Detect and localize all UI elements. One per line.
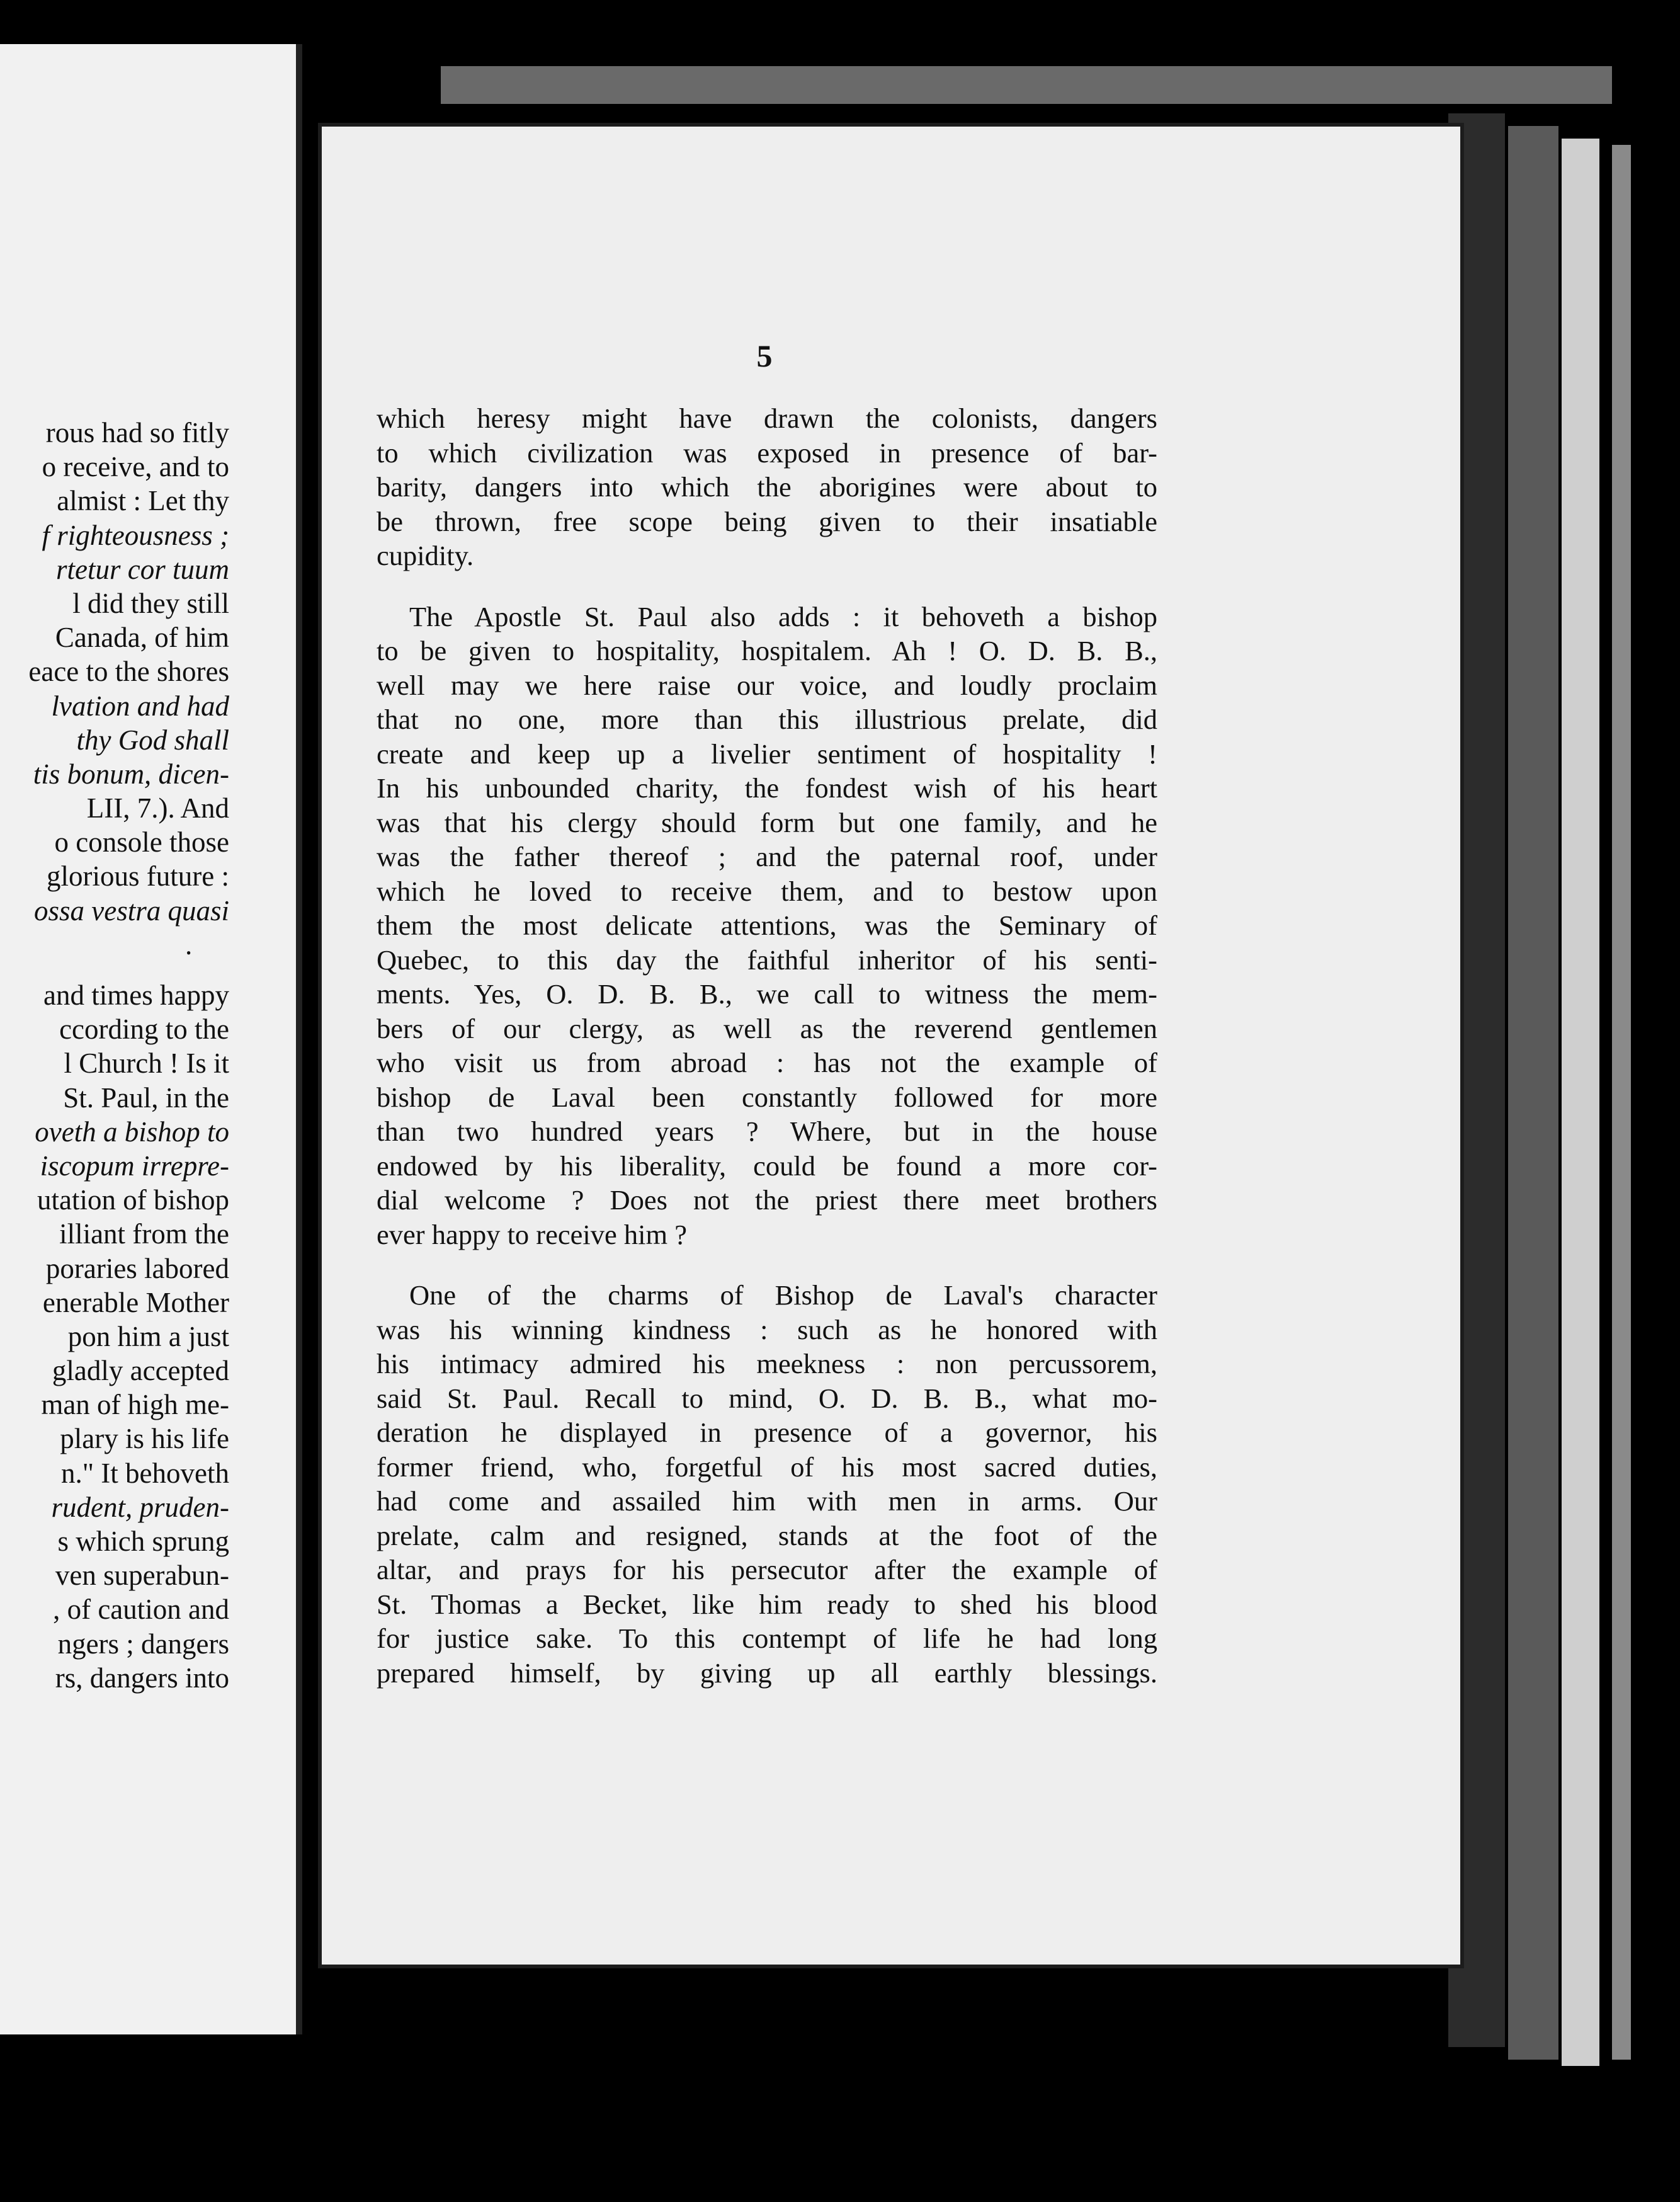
- page-body: [377, 401, 1157, 1690]
- left-line: gladly accepted: [52, 1355, 229, 1387]
- text-line: was his winning kindness : such as he honored with: [377, 1313, 1157, 1345]
- page-stack-top-edge: [441, 66, 1612, 104]
- left-line: illiant from the: [59, 1218, 229, 1250]
- text-line: had come and assailed him with men in arms. Our: [377, 1485, 1157, 1517]
- text-line: which he loved to receive them, and to bestow upon: [377, 875, 1157, 907]
- text-line: bishop de Laval been constantly followed for more: [377, 1081, 1157, 1113]
- left-line: l Church ! Is it: [64, 1047, 229, 1080]
- main-page: [318, 123, 1464, 1968]
- text-line: endowed by his liberality, could be found a more cor-: [377, 1149, 1157, 1182]
- text-line: to be given to hospitality, hospitalem. Ah ! O. D. B. B.,: [377, 635, 1157, 666]
- left-line: ven superabun-: [55, 1560, 229, 1592]
- text-line: well may we here raise our voice, and loudly proclaim: [377, 669, 1157, 701]
- text-line: deration he displayed in presence of a governor, his: [377, 1417, 1157, 1448]
- left-line: LII, 7.). And: [86, 792, 229, 824]
- left-line: lvation and had: [51, 690, 229, 722]
- left-line: pon him a just: [67, 1320, 229, 1352]
- text-line: his intimacy admired his meekness : non percussorem,: [377, 1348, 1157, 1379]
- text-line: said St. Paul. Recall to mind, O. D. B. B., what mo-: [377, 1382, 1157, 1414]
- left-line: ngers ; dangers: [57, 1628, 229, 1660]
- text-line: dial welcome ? Does not the priest there meet brothers: [377, 1184, 1157, 1216]
- left-line: utation of bishop: [37, 1184, 229, 1216]
- left-line: rous had so fitly: [45, 417, 229, 448]
- left-page: [0, 44, 302, 2034]
- text-line: them the most delicate attentions, was the Seminary of: [377, 910, 1157, 941]
- left-line: enerable Mother: [42, 1286, 229, 1318]
- page-stack-edge: [1612, 145, 1631, 2060]
- page-stack-edge: [1508, 126, 1558, 2060]
- left-line: almist : Let thy: [57, 485, 229, 517]
- left-line: rudent, pruden-: [51, 1491, 229, 1523]
- text-line: who visit us from abroad : has not the example of: [377, 1047, 1157, 1078]
- text-line: to which civilization was exposed in presence of bar-: [377, 436, 1157, 469]
- text-line: that no one, more than this illustrious prelate, did: [377, 704, 1157, 735]
- left-line: oveth a bishop to: [35, 1115, 229, 1148]
- left-line: l did they still: [72, 587, 229, 619]
- text-line: create and keep up a livelier sentiment of hospitality !: [377, 738, 1157, 770]
- left-line: n." It behoveth: [60, 1457, 229, 1489]
- text-line: The Apostle St. Paul also adds : it behoveth a bishop: [409, 600, 1157, 632]
- left-block-2: [0, 978, 229, 1695]
- text-line: cupidity.: [377, 540, 474, 571]
- text-line: altar, and prays for his persecutor after the example of: [377, 1554, 1157, 1585]
- text-line: was the father thereof ; and the paternal roof, under: [377, 841, 1157, 872]
- text-line: ever happy to receive him ?: [377, 1218, 687, 1250]
- left-line: St. Paul, in the: [63, 1081, 229, 1114]
- left-line: f righteousness ;: [42, 519, 229, 551]
- left-line: ccording to the: [59, 1013, 229, 1046]
- text-line: barity, dangers into which the aborigines were about to: [377, 471, 1157, 503]
- left-line: plary is his life: [60, 1423, 229, 1455]
- text-line: Quebec, to this day the faithful inheritor of his senti-: [377, 944, 1157, 976]
- left-page-text: [0, 416, 229, 1695]
- text-line: former friend, who, forgetful of his most sacred duties,: [377, 1451, 1157, 1483]
- left-line: iscopum irrepre-: [40, 1149, 229, 1182]
- left-line: man of high me-: [41, 1389, 229, 1421]
- text-line: prelate, calm and resigned, stands at the foot of the: [377, 1519, 1157, 1551]
- text-line: In his unbounded charity, the fondest wish of his heart: [377, 772, 1157, 804]
- text-line: ments. Yes, O. D. B. B., we call to witness the mem-: [377, 978, 1157, 1010]
- text-line: bers of our clergy, as well as the reverend gentlemen: [377, 1012, 1157, 1044]
- left-line: thy God shall: [76, 724, 229, 756]
- page-stack-edge: [1562, 139, 1599, 2066]
- left-line: and times happy: [43, 979, 229, 1011]
- text-line: prepared himself, by giving up all earthly blessings.: [377, 1657, 1157, 1689]
- text-line: St. Thomas a Becket, like him ready to shed his blood: [377, 1588, 1157, 1620]
- left-line: tis bonum, dicen-: [33, 758, 229, 790]
- left-line: .: [185, 928, 193, 961]
- text-line: which heresy might have drawn the colonists, dangers: [377, 402, 1157, 434]
- left-block-1: [0, 416, 229, 962]
- left-line: , of caution and: [53, 1594, 229, 1626]
- left-line: glorious future :: [47, 860, 229, 893]
- left-line: o console those: [54, 826, 229, 859]
- page-number: 5: [756, 338, 773, 374]
- paragraph: [377, 1278, 1157, 1690]
- text-line: was that his clergy should form but one family, and he: [377, 806, 1157, 838]
- left-line: poraries labored: [45, 1252, 229, 1284]
- text-line: for justice sake. To this contempt of life he had long: [377, 1623, 1157, 1654]
- paragraph: [377, 401, 1157, 573]
- text-line: than two hundred years ? Where, but in the house: [377, 1115, 1157, 1147]
- paragraph: [377, 600, 1157, 1252]
- text-line: be thrown, free scope being given to their insatiable: [377, 505, 1157, 537]
- left-line: o receive, and to: [42, 451, 229, 483]
- left-line: Canada, of him: [55, 622, 229, 654]
- left-line: s which sprung: [57, 1526, 229, 1557]
- text-line: One of the charms of Bishop de Laval's character: [409, 1279, 1157, 1311]
- left-line: rs, dangers into: [55, 1662, 229, 1694]
- left-line: eace to the shores: [28, 656, 229, 688]
- left-line: rtetur cor tuum: [56, 553, 229, 585]
- left-line: ossa vestra quasi: [33, 894, 229, 927]
